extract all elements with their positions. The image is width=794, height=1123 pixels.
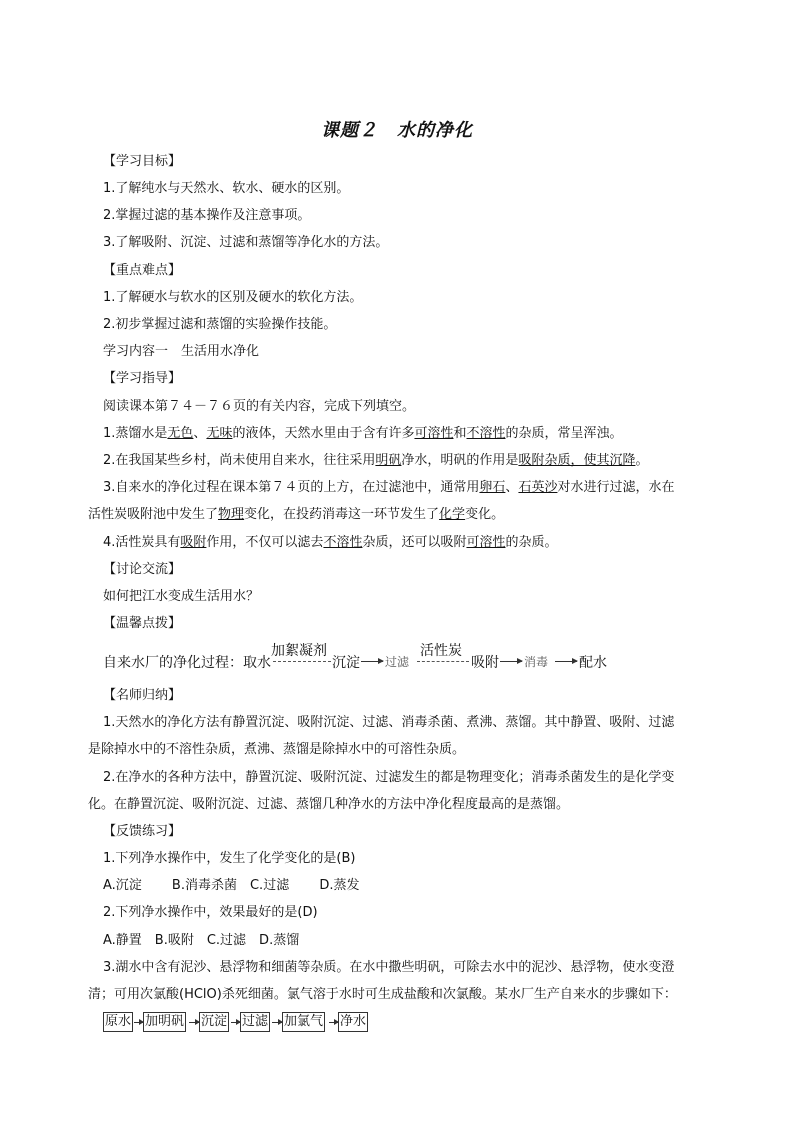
q4-text: 的杂质。 (505, 535, 558, 550)
q3-text: 变化，在投药消毒这一环节发生了 (244, 507, 440, 522)
flow-step-distribute: 配水 (579, 655, 607, 671)
q2-text: 。 (635, 453, 649, 468)
q4-answer-insoluble: 不溶性 (323, 535, 363, 550)
summary-2b: 化。在静置沉淀、吸附沉淀、过滤、蒸馏几种净水的方法中净化程度最高的是蒸馏。 (88, 797, 570, 812)
q1-answer-insoluble: 不溶性 (466, 426, 506, 441)
flow-step-adsorb: 吸附 (471, 655, 499, 671)
purification-flow (103, 640, 623, 680)
flow-reagent-label: 加絮凝剂 (271, 643, 327, 659)
discuss-header: 【讨论交流】 (103, 562, 182, 577)
flow-arrow (555, 661, 577, 662)
q4-answer-soluble: 可溶性 (466, 535, 506, 550)
flow-step-filter: 过滤 (385, 655, 410, 669)
q1-text: 1.蒸馏水是 (103, 426, 168, 441)
flow-step-disinfect: 消毒 (524, 655, 549, 669)
practice-options-2: A.静置 B.吸附 C.过滤 D.蒸馏 (103, 933, 300, 948)
key-header: 【重点难点】 (103, 263, 182, 278)
q1-text: 和 (453, 426, 467, 441)
q3-answer-quartz-sand: 石英沙 (518, 480, 558, 495)
page-title: 课题２ 水的净化 (321, 120, 473, 141)
step-arrow (329, 1022, 338, 1023)
step-arrow (189, 1022, 199, 1023)
key-2: 2.初步掌握过滤和蒸馏的实验操作技能。 (103, 317, 337, 332)
summary-2a: 2.在净水的各种方法中，静置沉淀、吸附沉淀、过滤发生的都是物理变化；消毒杀菌发生的是化学变 (103, 770, 675, 785)
process-steps (103, 1012, 403, 1034)
q1-text: 、 (193, 426, 207, 441)
practice-question-2: 2.下列净水操作中，效果最好的是(D) (103, 905, 318, 920)
practice-question-1: 1.下列净水操作中，发生了化学变化的是(B) (103, 851, 356, 866)
step-box: 加明矾 (143, 1012, 186, 1032)
summary-1a: 1.天然水的净化方法有静置沉淀、吸附沉淀、过滤、消毒杀菌、煮沸、蒸馏。其中静置、吸附、过滤 (103, 715, 675, 730)
practice-header: 【反馈练习】 (103, 824, 182, 839)
q2-text: 2.在我国某些乡村，尚未使用自来水，往往采用 (103, 453, 376, 468)
q3-answer-pebble: 卵石 (479, 480, 506, 495)
q3-answer-physical: 物理 (218, 507, 245, 522)
q3-answer-chemical: 化学 (439, 507, 466, 522)
guide-header: 【学习指导】 (103, 371, 182, 386)
step-arrow (231, 1022, 240, 1023)
flow-lead: 自来水厂的净化过程：取水 (103, 655, 271, 671)
q4-answer-adsorption: 吸附 (180, 535, 207, 550)
step-box: 沉淀 (199, 1012, 229, 1032)
practice-question-3b: 清；可用次氯酸(HClO)杀死细菌。氯气溶于水时可生成盐酸和次氯酸。某水厂生产自来水的步骤如下： (88, 987, 677, 1002)
step-box: 加氯气 (282, 1012, 325, 1032)
step-box: 净水 (338, 1012, 368, 1032)
q1-text: 的液体，天然水里由于含有许多 (232, 426, 415, 441)
goal-1: 1.了解纯水与天然水、软水、硬水的区别。 (103, 181, 350, 196)
fill-question-4 (103, 534, 558, 552)
fill-question-1 (103, 425, 623, 443)
q3-text: 、 (505, 480, 519, 495)
step-arrow (272, 1022, 282, 1023)
q4-text: 杂质，还可以吸附 (362, 535, 467, 550)
q3-text: 变化。 (465, 507, 505, 522)
discuss-question: 如何把江水变成生活用水？ (103, 589, 260, 604)
flow-step-settle: 沉淀 (332, 655, 360, 671)
q3-text: 3.自来水的净化过程在课本第７４页的上方，在过滤池中，通常用 (103, 480, 480, 495)
practice-question-3a: 3.湖水中含有泥沙、悬浮物和细菌等杂质。在水中撒些明矾，可除去水中的泥沙、悬浮物，使水变澄 (103, 960, 675, 975)
flow-dashed-arrow (417, 661, 469, 662)
q1-answer-colorless: 无色 (167, 426, 194, 441)
summary-header: 【名师归纳】 (103, 688, 182, 703)
fill-question-3 (103, 479, 674, 497)
goal-3: 3.了解吸附、沉淀、过滤和蒸馏等净化水的方法。 (103, 235, 389, 250)
tip-header: 【温馨点拨】 (103, 616, 182, 631)
content-heading: 学习内容一 生活用水净化 (103, 344, 260, 359)
q1-answer-soluble: 可溶性 (414, 426, 454, 441)
practice-options-1: A.沉淀 B.消毒杀菌 C.过滤 D.蒸发 (103, 878, 360, 893)
fill-question-3-cont (88, 506, 504, 524)
goals-header: 【学习目标】 (103, 154, 182, 169)
q4-text: 4.活性炭具有 (103, 535, 181, 550)
q1-answer-odorless: 无味 (206, 426, 233, 441)
q1-text: 的杂质，常呈浑浊。 (505, 426, 623, 441)
guide-intro: 阅读课本第７４－７６页的有关内容，完成下列填空。 (103, 399, 416, 414)
goal-2: 2.掌握过滤的基本操作及注意事项。 (103, 208, 311, 223)
step-box: 原水 (103, 1012, 133, 1032)
q3-text: 活性炭吸附池中发生了 (88, 507, 219, 522)
q2-answer-function: 吸附杂质，使其沉降 (518, 453, 636, 468)
key-1: 1.了解硬水与软水的区别及硬水的软化方法。 (103, 290, 363, 305)
flow-arrow (500, 661, 522, 662)
step-box: 过滤 (240, 1012, 270, 1032)
flow-carbon-label: 活性炭 (420, 643, 462, 659)
q2-answer-alum: 明矾 (375, 453, 402, 468)
flow-dashed-arrow (273, 661, 331, 662)
fill-question-2 (103, 452, 648, 470)
q2-text: 净水，明矾的作用是 (401, 453, 519, 468)
summary-1b: 是除掉水中的不溶性杂质，煮沸、蒸馏是除掉水中的可溶性杂质。 (88, 742, 466, 757)
flow-arrow (361, 661, 383, 662)
q3-text: 对水进行过滤，水在 (557, 480, 675, 495)
step-arrow (134, 1022, 143, 1023)
q4-text: 作用，不仅可以滤去 (206, 535, 324, 550)
